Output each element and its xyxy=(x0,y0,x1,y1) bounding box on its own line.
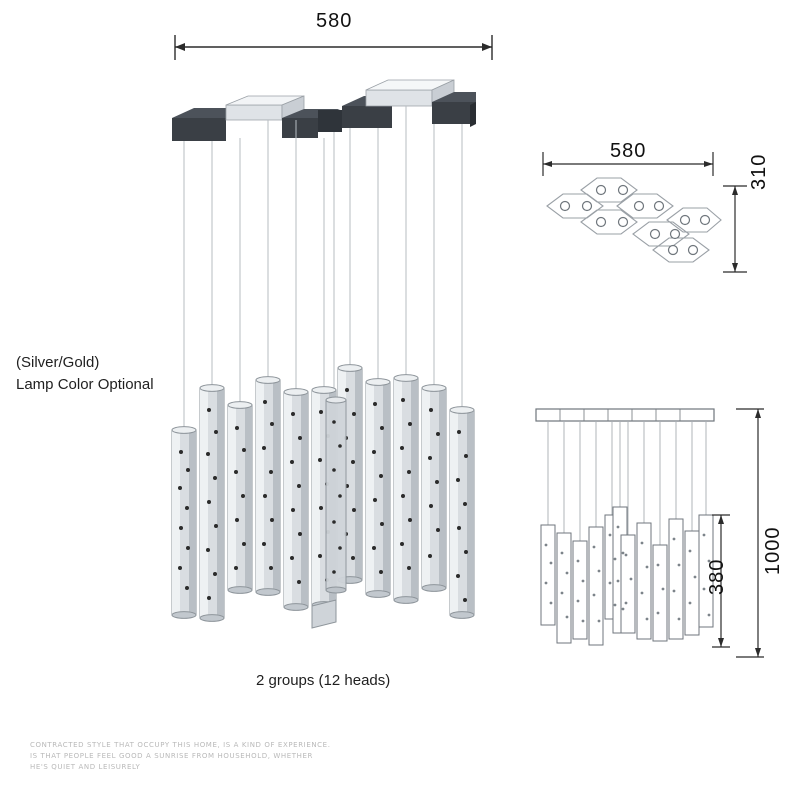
footer-line-1: CONTRACTED STYLE THAT OCCUPY THIS HOME, IS A KIND OF EXPERIENCE. xyxy=(30,741,331,749)
top-view-width-value: 580 xyxy=(610,140,647,162)
footer-line-2: IS THAT PEOPLE FEEL GOOD A SUNRISE FROM HOUSEHOLD, WHETHER xyxy=(30,752,314,760)
elevation-canopy xyxy=(536,409,714,421)
main-width-value: 580 xyxy=(316,10,353,32)
footer-line-3: HE'S QUIET AND LEISURELY xyxy=(30,763,141,771)
ceiling-plate xyxy=(172,80,476,141)
main-width-dimension xyxy=(175,35,492,60)
suspension-wires xyxy=(184,106,462,430)
top-plan-view xyxy=(525,130,785,310)
elevation-tubes xyxy=(541,507,713,645)
top-view-depth-value: 310 xyxy=(748,153,770,190)
body-height-value: 380 xyxy=(706,558,728,595)
color-option-line2: Lamp Color Optional xyxy=(16,376,154,393)
top-view-depth-dimension xyxy=(723,186,747,272)
product-caption: 2 groups (12 heads) xyxy=(256,672,391,689)
front-elevation-view xyxy=(520,395,790,695)
footer-text xyxy=(30,740,450,773)
lamp-tubes xyxy=(172,365,474,628)
color-option-line1: (Silver/Gold) xyxy=(16,354,100,371)
color-option-label xyxy=(16,352,154,396)
total-drop-dimension xyxy=(736,409,764,657)
total-drop-value: 1000 xyxy=(762,526,784,575)
